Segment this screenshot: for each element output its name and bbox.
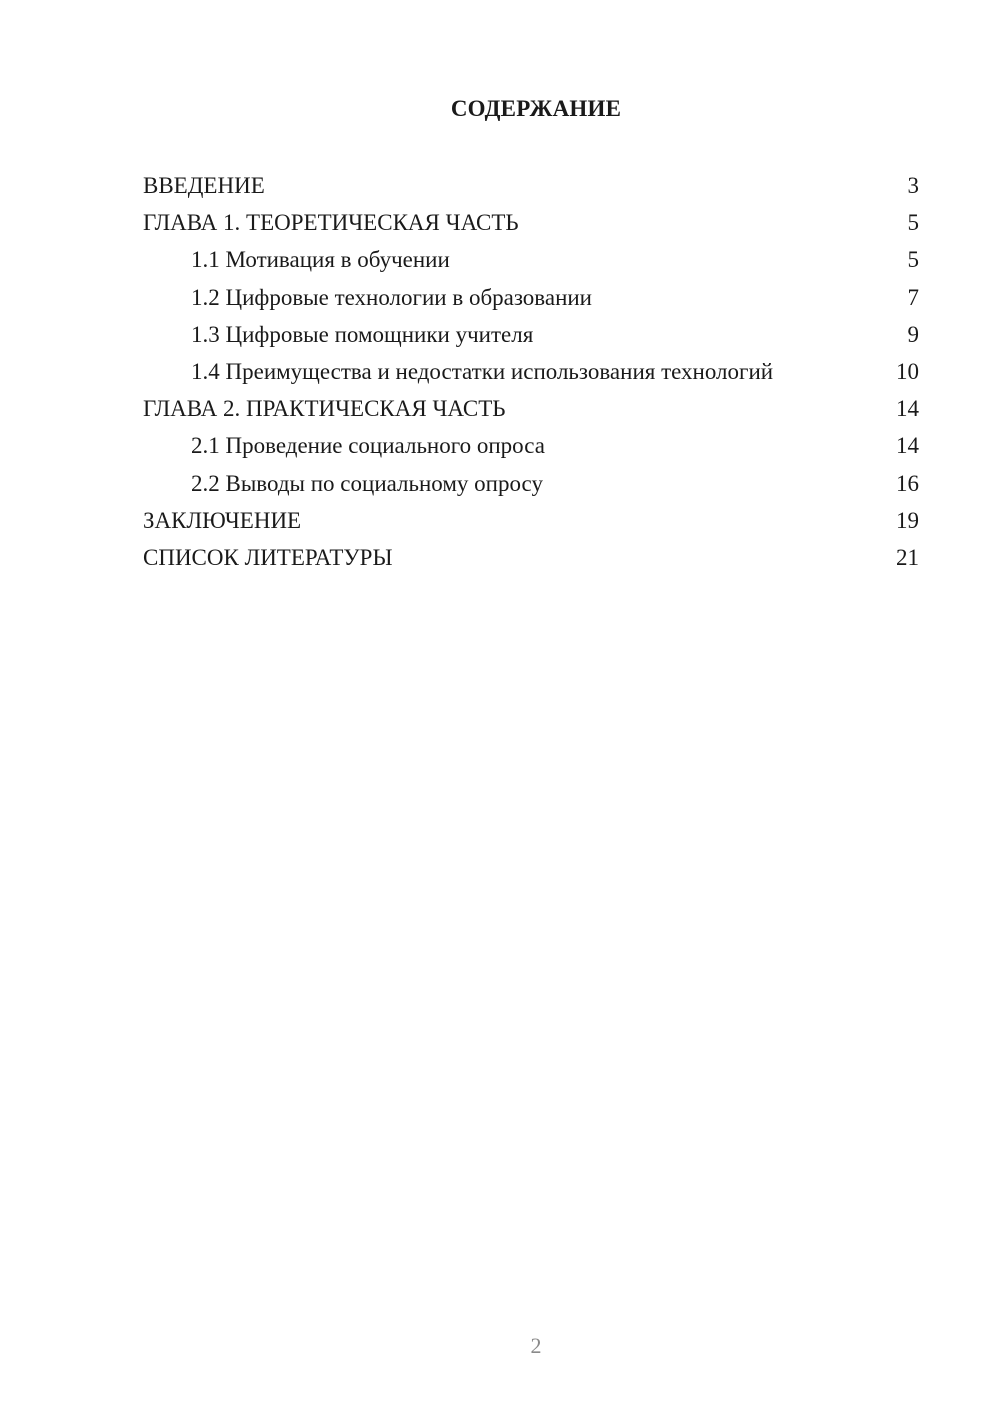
toc-entry-section-1-1[interactable] — [143, 241, 919, 278]
toc-entry-page: 14 — [896, 396, 919, 422]
toc-entry-page: 3 — [907, 173, 919, 198]
toc-title: СОДЕРЖАНИЕ — [450, 96, 622, 121]
toc-entry-label: 1.3 Цифровые помощники учителя — [191, 321, 534, 347]
toc-entry-label: СПИСОК ЛИТЕРАТУРЫ — [143, 544, 393, 570]
toc-entry-page: 21 — [896, 544, 919, 570]
toc-entry-page: 19 — [896, 507, 919, 533]
toc-entry-section-1-4[interactable] — [143, 353, 919, 390]
toc-entry-introduction[interactable] — [143, 167, 919, 204]
toc-entry-chapter-1[interactable] — [143, 204, 919, 241]
toc-entry-label: ГЛАВА 1. ТЕОРЕТИЧЕСКАЯ ЧАСТЬ — [143, 210, 519, 236]
toc-entry-label: 2.2 Выводы по социальному опросу — [191, 470, 543, 496]
page-number: 2 — [530, 1333, 542, 1358]
toc-entry-chapter-2[interactable] — [143, 390, 919, 427]
toc-entry-section-1-3[interactable] — [143, 316, 919, 353]
toc-entry-section-1-2[interactable] — [143, 279, 919, 316]
toc-entry-label: 1.4 Преимущества и недостатки использования технологий — [191, 358, 774, 384]
toc-entry-page: 10 — [896, 358, 919, 384]
table-of-contents — [143, 167, 919, 576]
toc-entry-section-2-1[interactable] — [143, 427, 919, 464]
toc-entry-page: 9 — [907, 321, 919, 347]
toc-entry-section-2-2[interactable] — [143, 465, 919, 502]
toc-entry-references[interactable] — [143, 539, 919, 576]
toc-entry-label: 2.1 Проведение социального опроса — [191, 433, 545, 459]
toc-entry-page: 14 — [896, 433, 919, 459]
toc-entry-page: 16 — [896, 470, 919, 496]
toc-entry-page: 5 — [907, 247, 919, 273]
toc-entry-page: 5 — [907, 210, 919, 236]
toc-entry-label: 1.1 Мотивация в обучении — [191, 247, 450, 273]
toc-entry-label: ЗАКЛЮЧЕНИЕ — [143, 507, 302, 533]
toc-entry-label: ГЛАВА 2. ПРАКТИЧЕСКАЯ ЧАСТЬ — [143, 396, 506, 422]
toc-entry-conclusion[interactable] — [143, 502, 919, 539]
toc-entry-label: 1.2 Цифровые технологии в образовании — [191, 284, 592, 310]
toc-entry-label: ВВЕДЕНИЕ — [143, 173, 265, 198]
toc-entry-page: 7 — [907, 284, 919, 310]
